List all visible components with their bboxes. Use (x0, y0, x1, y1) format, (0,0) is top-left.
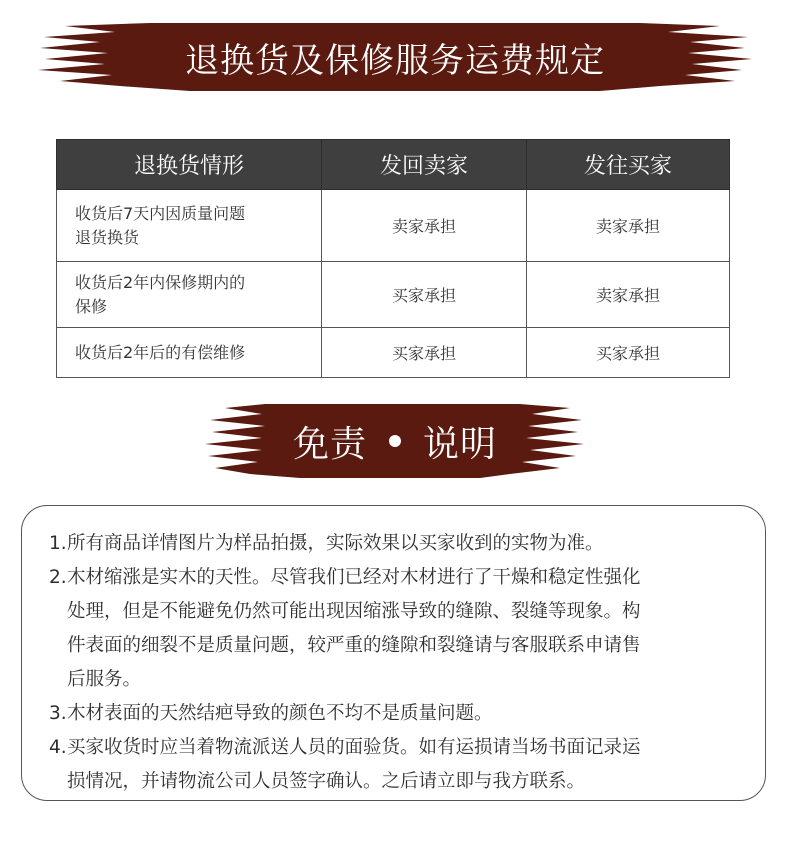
table-header-row (57, 140, 730, 190)
note-item (49, 697, 749, 731)
send-to-buyer-cost-cell: 卖家承担 (527, 190, 730, 262)
note-number: 3. (49, 703, 67, 724)
condition-text: 收货后2年后的有偿维修 (75, 342, 246, 362)
condition-text: 退货换货 (75, 227, 140, 247)
column-header-condition: 退换货情形 (57, 140, 322, 190)
disclaimer-title-right: 说明 (423, 423, 498, 465)
note-line: 后服务。 (67, 669, 142, 690)
page-title: 退换货及保修服务运费规定 (185, 40, 605, 81)
send-to-buyer-cost-cell: 卖家承担 (527, 262, 730, 328)
disclaimer-title-left: 免责 (292, 423, 367, 465)
shipping-policy-table (56, 139, 730, 378)
note-item (49, 561, 749, 697)
note-line: 损情况，并请物流公司人员签字确认。之后请立即与我方联系。 (67, 771, 586, 792)
note-line: 处理，但是不能避免仍然可能出现因缩涨导致的缝隙、裂缝等现象。构 (67, 601, 641, 622)
send-back-cost-cell: 买家承担 (322, 262, 527, 328)
column-header-send-back: 发回卖家 (322, 140, 527, 190)
condition-text: 收货后7天内因质量问题 (75, 203, 246, 223)
table-row (57, 190, 730, 262)
condition-cell (57, 262, 322, 328)
note-line: 木材表面的天然结疤导致的颜色不均不是质量问题。 (67, 703, 493, 724)
send-back-cost-cell: 买家承担 (322, 328, 527, 378)
note-line: 买家收货时应当着物流派送人员的面验货。如有运损请当场书面记录运 (67, 737, 641, 758)
note-number: 1. (49, 533, 67, 554)
column-header-send-to-buyer: 发往买家 (527, 140, 730, 190)
bullet-dot-icon (389, 435, 401, 447)
condition-cell (57, 190, 322, 262)
condition-text: 收货后2年内保修期内的 (75, 272, 246, 292)
send-to-buyer-cost-cell: 买家承担 (527, 328, 730, 378)
table-row (57, 328, 730, 378)
condition-text: 保修 (75, 296, 108, 316)
note-item (49, 731, 749, 799)
note-line: 所有商品详情图片为样品拍摄，实际效果以买家收到的实物为准。 (67, 533, 604, 554)
note-item (49, 527, 749, 561)
disclaimer-notes-box (21, 505, 766, 801)
note-line: 木材缩涨是实木的天性。尽管我们已经对木材进行了干燥和稳定性强化 (67, 567, 641, 588)
note-line: 件表面的细裂不是质量问题，较严重的缝隙和裂缝请与客服联系申请售 (67, 635, 641, 656)
send-back-cost-cell: 卖家承担 (322, 190, 527, 262)
disclaimer-title (0, 404, 790, 478)
condition-cell (57, 328, 322, 378)
note-number: 4. (49, 737, 67, 758)
title-banner (0, 23, 790, 91)
note-number: 2. (49, 567, 67, 588)
table-row (57, 262, 730, 328)
disclaimer-banner (0, 404, 790, 478)
